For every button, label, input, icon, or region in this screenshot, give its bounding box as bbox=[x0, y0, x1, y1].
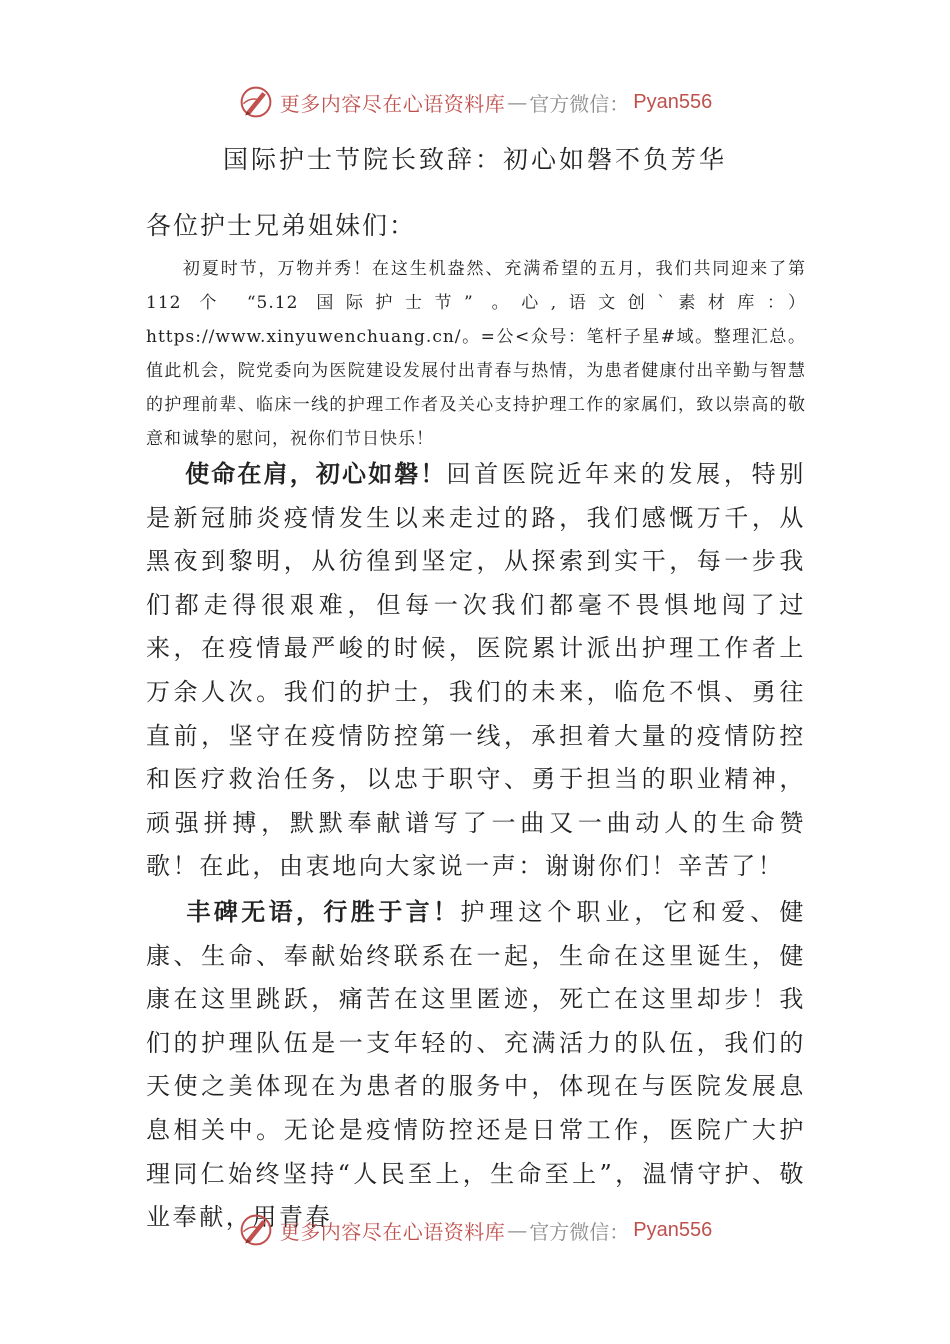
banner-dash: — bbox=[507, 1218, 528, 1242]
intro-paragraph bbox=[146, 252, 806, 456]
banner-wechat-id: Pyan556 bbox=[633, 90, 713, 113]
intro-text: 初夏时节，万物并秀！在这生机盎然、充满希望的五月，我们共同迎来了第 112 个 “5.12 国际护士节” 。心,语文创`素材库：）https://www.xinyuwenchuang.cn/。=公<众号：笔杆子星#域。整理汇总。值此机会，院党委向为医院建设发展付出青春与热情，为患者健康付出辛勤与智慧的护理前辈、临床一线的护理工作者及关心支持护理工作的家属们，致以崇高的敬意和诚挚的慰问，祝你们节日快乐！ bbox=[146, 259, 806, 449]
paragraph-monument-text: 护理这个职业，它和爱、健康、生命、奉献始终联系在一起，生命在这里诞生，健康在这里跳跃，痛苦在这里匿迹，死亡在这里却步！我们的护理队伍是一支年轻的、充满活力的队伍，我们的天使之美体现在为患者的服务中，体现在与医院发展息息相关中。无论是疫情防控还是日常工作，医院广大护理同仁始终坚持“人民至上，生命至上”，温情守护、敬业奉献，用青春 bbox=[146, 898, 807, 1232]
greeting-line: 各位护士兄弟姐妹们： bbox=[146, 211, 417, 240]
banner-official-label: 官方微信： bbox=[529, 1219, 630, 1244]
paragraph-monument-lead: 丰碑无语，行胜于言！ bbox=[184, 898, 461, 926]
footer-watermark-banner bbox=[225, 1210, 725, 1250]
document-title: 国际护士节院长致辞：初心如磐不负芳华 bbox=[222, 145, 727, 174]
banner-site-name: 更多内容尽在心语资料库 bbox=[279, 1219, 506, 1244]
banner-wechat-id: Pyan556 bbox=[633, 1218, 713, 1241]
paragraph-monument bbox=[146, 891, 806, 1240]
banner-official-label: 官方微信： bbox=[529, 91, 630, 116]
banner-dash: — bbox=[507, 90, 528, 114]
paragraph-mission-text: 回首医院近年来的发展，特别是新冠肺炎疫情发生以来走过的路，我们感慨万千，从黑夜到黎明，从彷徨到坚定，从探索到实干，每一步我们都走得很艰难，但每一次我们都毫不畏惧地闯了过来，在疫情最严峻的时候，医院累计派出护理工作者上万余人次。我们的护士，我们的未来，临危不惧、勇往直前，坚守在疫情防控第一线，承担着大量的疫情防控和医疗救治任务，以忠于职守、勇于担当的职业精神，顽强拼搏，默默奉献谱写了一曲又一曲动人的生命赞歌！在此，由衷地向大家说一声：谢谢你们！辛苦了！ bbox=[146, 460, 806, 881]
banner-site-name: 更多内容尽在心语资料库 bbox=[279, 91, 506, 116]
paragraph-mission bbox=[146, 453, 806, 889]
header-watermark-banner bbox=[225, 82, 725, 122]
pen-logo-icon bbox=[238, 84, 274, 120]
pen-logo-icon bbox=[238, 1212, 274, 1248]
paragraph-mission-lead: 使命在肩，初心如磐！ bbox=[184, 460, 447, 488]
